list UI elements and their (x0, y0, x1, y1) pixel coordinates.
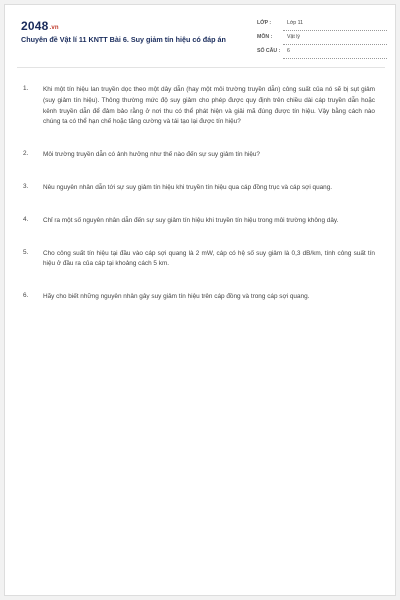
question-text: Nêu nguyên nhân dẫn tới sự suy giảm tín hiệu khi truyền tín hiệu qua cáp đồng trục và cáp sợi quang. (43, 183, 333, 191)
question-number: 1. (23, 85, 29, 92)
meta-row-class (257, 19, 387, 33)
subject-value: Vật lý (287, 34, 300, 40)
document-page (4, 4, 396, 596)
question-text: Khi một tín hiệu lan truyền dọc theo một dây dẫn (hay một môi trường truyền dẫn) công suất của nó sẽ bị sụt giảm (suy giảm tín hiệu). Thông thường mức độ suy giảm cho phép được quy định trên chiều dài cáp truyền dẫn hoặc kênh truyền dẫn để đảm bảo rằng ở nơi thu có thể phát hiện và giải mã đúng được tín hiệu. Vậy bằng cách nào chúng ta có thể hạn chế hoặc tăng cường và tái tạo lại được tín hiệu? (43, 86, 375, 126)
subject-label: MÔN : (257, 34, 273, 40)
question-number: 5. (23, 248, 29, 256)
question-number: 4. (23, 215, 29, 223)
class-label: LỚP : (257, 20, 272, 26)
question-item (21, 150, 375, 161)
question-text: Cho công suất tín hiệu tại đầu vào cáp sợi quang là 2 mW, cáp có hệ số suy giảm là 0,3 dB/km, tính công suất tín hiệu ở đầu ra của cáp tại khoảng cách 5 km. (43, 249, 375, 268)
dotted-line (283, 30, 387, 31)
dotted-line (283, 44, 387, 45)
question-count-value: 6 (287, 48, 290, 54)
document-title: Chuyên đề Vật lí 11 KNTT Bài 6. Suy giảm tín hiệu có đáp án (21, 35, 226, 44)
question-text: Hãy cho biết những nguyên nhân gây suy giảm tín hiệu trên cáp đồng và trong cáp sợi quang. (43, 293, 310, 301)
document-header (17, 15, 387, 63)
question-number: 3. (23, 182, 29, 190)
question-list (21, 85, 375, 303)
question-count-label: SỐ CÂU : (257, 48, 281, 54)
site-logo[interactable] (21, 19, 59, 33)
question-number: 6. (23, 292, 29, 300)
question-item (21, 249, 375, 271)
question-item (21, 216, 375, 227)
question-item (21, 85, 375, 128)
question-number: 2. (23, 150, 29, 158)
meta-row-subject (257, 33, 387, 47)
question-item (21, 292, 375, 303)
meta-row-question-count (257, 47, 387, 61)
logo-main: 2048 (21, 19, 49, 33)
question-item (21, 183, 375, 194)
question-text: Môi trường truyền dẫn có ảnh hưởng như thế nào đến sự suy giảm tín hiệu? (43, 151, 260, 159)
dotted-line (283, 58, 387, 59)
header-divider (17, 67, 385, 68)
class-value: Lớp 11 (287, 20, 303, 26)
logo-suffix: .vn (49, 25, 59, 31)
question-text: Chỉ ra một số nguyên nhân dẫn đến sự suy giảm tín hiệu khi truyền tín hiệu trong môi trường không dây. (43, 216, 339, 224)
meta-info (257, 19, 387, 61)
